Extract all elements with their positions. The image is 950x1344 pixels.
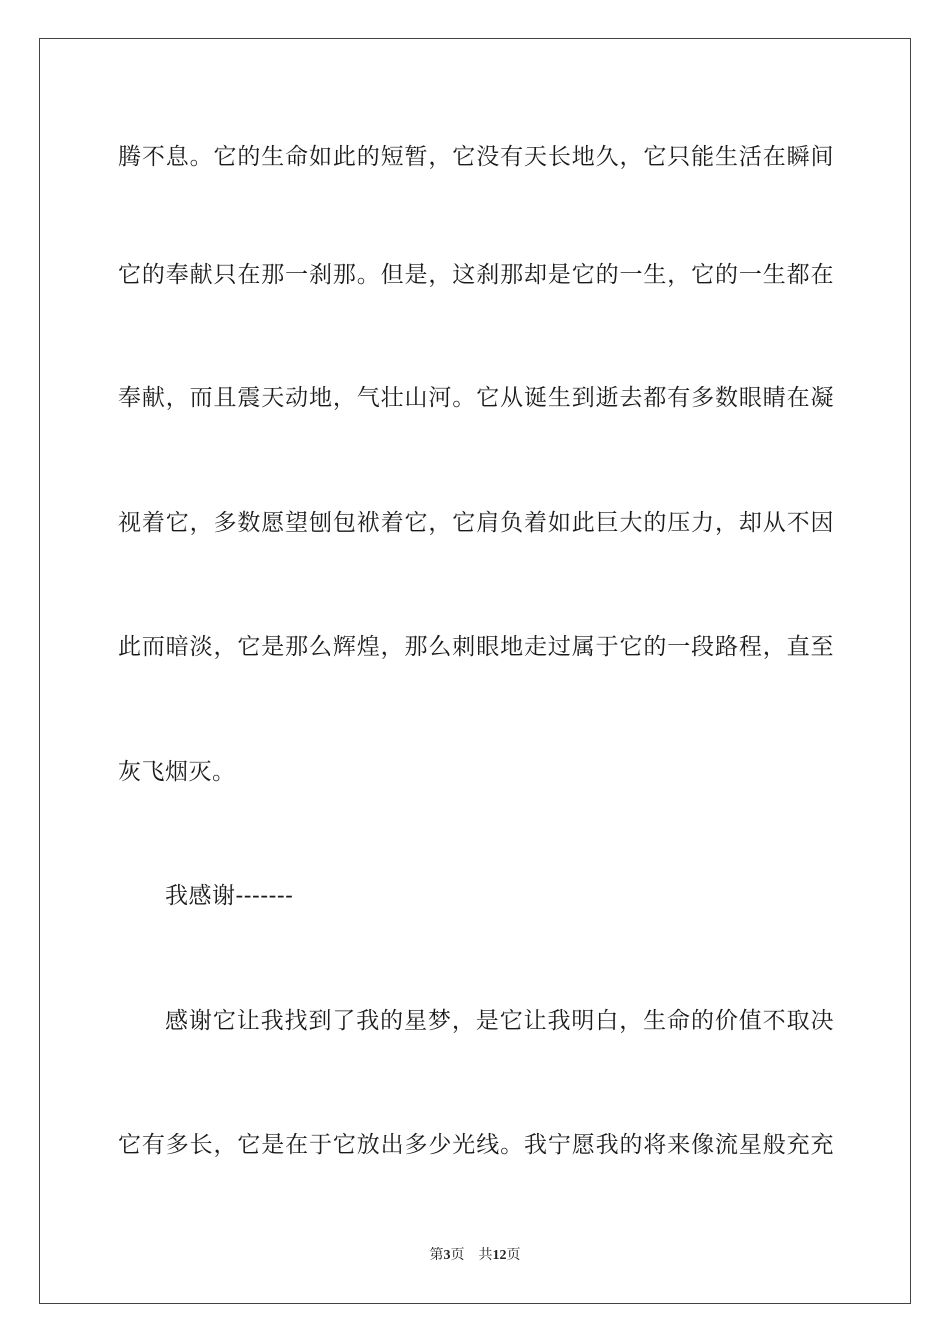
body-line-3: 奉献，而且震天动地，气壮山河。它从诞生到逝去都有多数眼睛在凝	[118, 385, 834, 411]
body-line-1: 腾不息。它的生命如此的短暂，它没有天长地久，它只能生活在瞬间	[118, 144, 834, 170]
page-footer	[0, 1245, 950, 1266]
footer-page-number: 3	[443, 1248, 451, 1263]
body-line-4: 视着它，多数愿望刨包袱着它，它肩负着如此巨大的压力，却从不因	[118, 510, 834, 536]
body-line-8: 它有多长，它是在于它放出多少光线。我宁愿我的将来像流星般充充	[118, 1132, 834, 1158]
body-line-2: 它的奉献只在那一刹那。但是，这刹那却是它的一生，它的一生都在	[118, 262, 834, 288]
footer-total-prefix: 共	[478, 1247, 493, 1263]
section-heading: 我感谢-------	[165, 883, 294, 909]
footer-page-suffix: 页	[450, 1247, 465, 1263]
footer-total-pages: 12	[492, 1248, 507, 1263]
body-line-7: 感谢它让我找到了我的星梦，是它让我明白，生命的价值不取决	[165, 1008, 834, 1034]
footer-page-prefix: 第	[429, 1247, 444, 1263]
footer-total-suffix: 页	[506, 1247, 521, 1263]
body-line-5: 此而暗淡，它是那么辉煌，那么刺眼地走过属于它的一段路程，直至	[118, 634, 834, 660]
body-line-6: 灰飞烟灭。	[118, 759, 236, 785]
page-border	[39, 38, 911, 1304]
